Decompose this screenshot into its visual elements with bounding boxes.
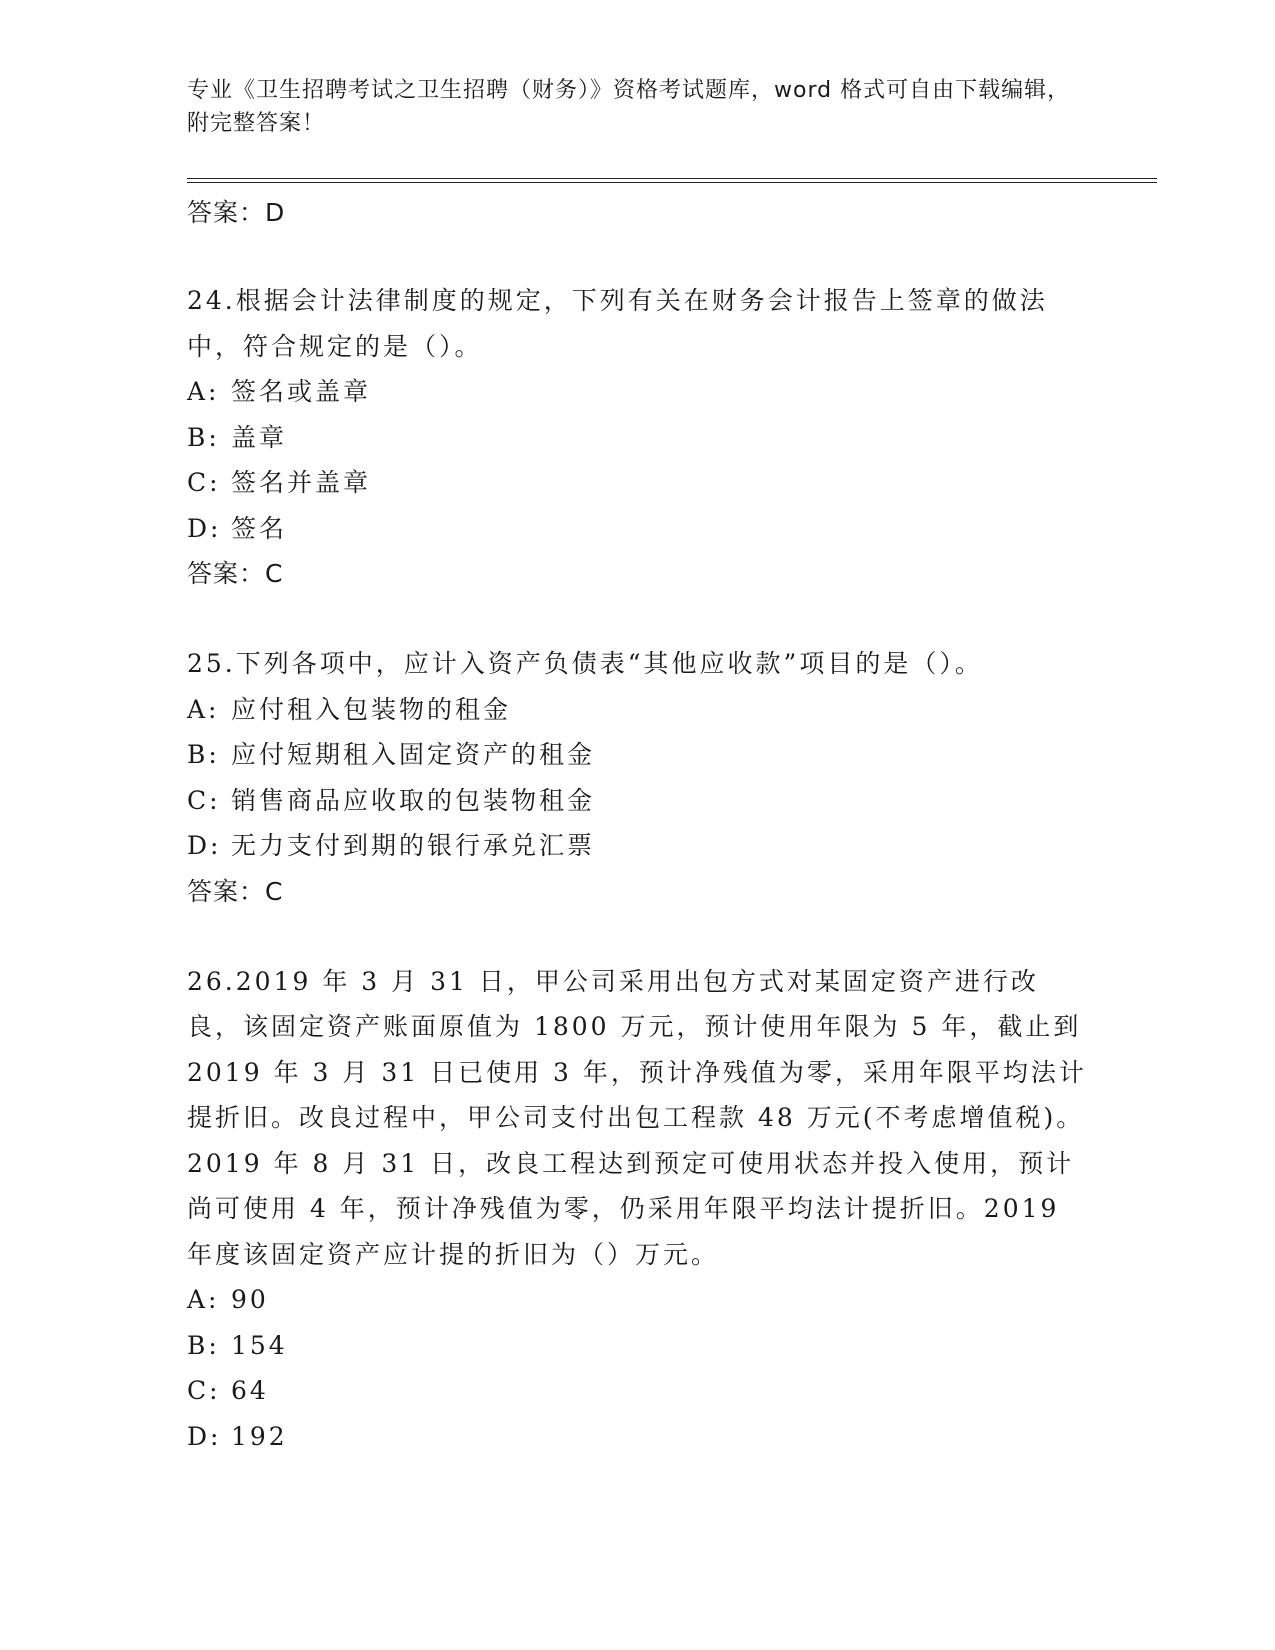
option-d — [187, 1414, 1087, 1460]
option-text: 销售商品应收取的包装物租金 — [231, 785, 596, 815]
option-key: D: — [187, 1421, 222, 1451]
question-stem: 26.2019 年 3 月 31 日，甲公司采用出包方式对某固定资产进行改良，该固定资产账面原值为 1800 万元，预计使用年限为 5 年，截止到 2019 年 3 月 31 日已使用 3 年，预计净残值为零，采用年限平均法计提折旧。改良过程中，甲公司支付出包工程款 48 万元(不考虑增值税)。2019 年 8 月 31 日，改良工程达到预定可使用状态并投入使用，预计尚可使用 4 年，预计净残值为零，仍采用年限平均法计提折旧。2019 年度该固定资产应计提的折旧为（）万元。 — [187, 966, 1087, 1269]
option-text: 154 — [231, 1330, 288, 1360]
option-key: C: — [187, 1376, 221, 1405]
spacer — [187, 915, 1087, 959]
option-text: 签名并盖章 — [231, 468, 372, 497]
header-divider — [187, 178, 1157, 183]
option-text: 应付短期租入固定资产的租金 — [231, 740, 596, 769]
option-a — [187, 1277, 1087, 1323]
option-key: B: — [187, 422, 220, 452]
option-text: 192 — [231, 1421, 288, 1451]
option-key: C: — [187, 785, 221, 815]
option-key: B: — [187, 1330, 220, 1360]
option-key: A: — [187, 1285, 220, 1314]
spacer — [187, 236, 1087, 278]
option-c — [187, 460, 1087, 506]
option-text: 无力支付到期的银行承兑汇票 — [231, 831, 596, 860]
question-stem: 24.根据会计法律制度的规定，下列有关在财务会计报告上签章的做法中，符合规定的是（）。 — [187, 286, 1048, 361]
answer-line: 答案：D — [187, 198, 286, 227]
option-key: C: — [187, 468, 221, 497]
option-key: B: — [187, 740, 220, 769]
option-d — [187, 823, 1087, 869]
option-text: 应付租入包装物的租金 — [231, 694, 512, 724]
document-content — [187, 190, 1087, 1459]
spacer — [187, 597, 1087, 641]
option-text: 90 — [231, 1285, 269, 1314]
option-text: 签名 — [231, 513, 288, 543]
option-key: D: — [187, 513, 222, 543]
option-text: 签名或盖章 — [231, 377, 372, 406]
option-text: 64 — [231, 1376, 269, 1405]
option-a — [187, 369, 1087, 415]
option-text: 盖章 — [231, 422, 288, 452]
answer-line: 答案：C — [187, 559, 284, 588]
option-a — [187, 687, 1087, 733]
question-24 — [187, 278, 1087, 551]
option-key: A: — [187, 377, 220, 406]
option-key: D: — [187, 831, 222, 860]
option-c — [187, 1368, 1087, 1414]
option-c — [187, 778, 1087, 824]
question-stem: 25.下列各项中，应计入资产负债表“其他应收款”项目的是（）。 — [187, 649, 983, 678]
document-header: 专业《卫生招聘考试之卫生招聘（财务）》资格考试题库，word 格式可自由下载编辑，附完整答案！ — [187, 78, 1071, 136]
question-25 — [187, 641, 1087, 869]
option-b — [187, 415, 1087, 461]
option-key: A: — [187, 694, 220, 724]
question-26 — [187, 959, 1087, 1460]
option-b — [187, 732, 1087, 778]
option-b — [187, 1323, 1087, 1369]
option-d — [187, 506, 1087, 552]
answer-line: 答案：C — [187, 876, 284, 906]
